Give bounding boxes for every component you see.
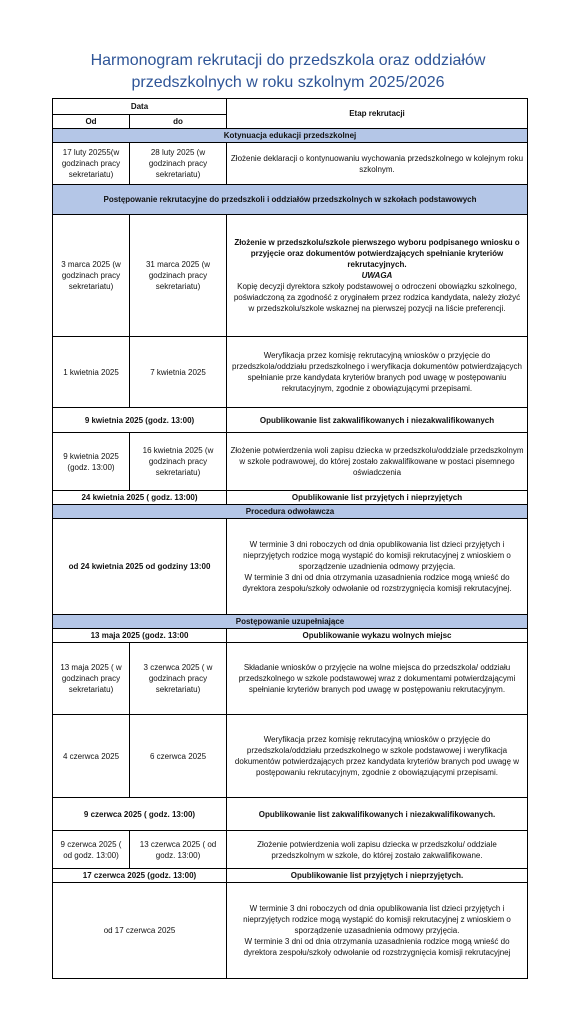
- cell-od: 3 marca 2025 (w godzinach pracy sekretariatu): [53, 215, 130, 337]
- cell-od: 13 maja 2025 ( w godzinach pracy sekretariatu): [53, 643, 130, 715]
- table-row: [53, 215, 528, 337]
- cell-etap: Opublikowanie list zakwalifikowanych i niezakwalifikowanych: [227, 408, 528, 433]
- uwaga-label: UWAGA: [361, 271, 393, 280]
- section-row: [53, 185, 528, 215]
- etap-paragraph-2: W terminie 3 dni od dnia otrzymania uzasadnienia rodzice mogą wnieść do dyrektora zespołu/szkoły odwołanie od rozstrzygnięcia komisji rekrutacyjnej.: [242, 573, 512, 593]
- cell-do: 28 luty 2025 (w godzinach pracy sekretariatu): [130, 143, 227, 185]
- section-row: [53, 129, 528, 143]
- cell-etap: Opublikowanie list przyjętych i nieprzyjętych: [227, 491, 528, 505]
- cell-od: 4 czerwca 2025: [53, 715, 130, 798]
- section-kontynuacja: Kotynuacja edukacji przedszkolnej: [53, 129, 528, 143]
- cell-etap: Opublikowanie list przyjętych i nieprzyjętych.: [227, 869, 528, 883]
- cell-do: 3 czerwca 2025 ( w godzinach pracy sekretariatu): [130, 643, 227, 715]
- header-od: Od: [53, 115, 130, 129]
- cell-etap: [227, 883, 528, 979]
- cell-do: 13 czerwca 2025 ( od godz. 13:00): [130, 831, 227, 869]
- table-row: [53, 715, 528, 798]
- cell-do: 6 czerwca 2025: [130, 715, 227, 798]
- table-row: [53, 629, 528, 643]
- table-row: [53, 831, 528, 869]
- schedule-table: [52, 98, 528, 979]
- table-row: [53, 798, 528, 831]
- table-row: [53, 491, 528, 505]
- cell-etap: Złożenie potwierdzenia woli zapisu dziecka w przedszkolu/oddziale przedszkolnym w szkole podrawowej, do której zostało zakwalifikowane w postaci pisemnego oświadczenia: [227, 433, 528, 491]
- section-row: [53, 615, 528, 629]
- title-line-2: przedszkolnych w roku szkolnym 2025/2026: [131, 74, 445, 91]
- header-etap: Etap rekrutacji: [227, 99, 528, 129]
- section-uzupelniajace: Postępowanie uzupełniające: [53, 615, 528, 629]
- cell-date: od 17 czerwca 2025: [53, 883, 227, 979]
- section-procedura: Procedura odwoławcza: [53, 505, 528, 519]
- title-line-1: Harmonogram rekrutacji do przedszkola oraz oddziałów: [90, 52, 486, 69]
- header-data: Data: [53, 99, 227, 115]
- cell-do: 7 kwietnia 2025: [130, 337, 227, 408]
- cell-od: 9 kwietnia 2025 (godz. 13:00): [53, 433, 130, 491]
- cell-etap: Opublikowanie wykazu wolnych miejsc: [227, 629, 528, 643]
- table-row: [53, 143, 528, 185]
- cell-etap: Złożenie deklaracji o kontynuowaniu wychowania przedszkolnego w kolejnym roku szkolnym.: [227, 143, 528, 185]
- table-row: [53, 408, 528, 433]
- cell-od: 17 luty 20255(w godzinach pracy sekretariatu): [53, 143, 130, 185]
- table-row: [53, 433, 528, 491]
- cell-date: 13 maja 2025 (godz. 13:00: [53, 629, 227, 643]
- table-row: [53, 883, 528, 979]
- cell-etap: Składanie wniosków o przyjęcie na wolne miejsca do przedszkola/ oddziału przedszkolnego w szkole podstawowej wraz z dokumentami potwierdzającymi spełnianie kryteriów branych pod uwagę w postępowaniu rekrutacyjnym.: [227, 643, 528, 715]
- page-title: [0, 50, 576, 94]
- cell-date: od 24 kwietnia 2025 od godziny 13:00: [53, 519, 227, 615]
- cell-date: 9 czerwca 2025 ( godz. 13:00): [53, 798, 227, 831]
- cell-etap: Złożenie potwierdzenia woli zapisu dziecka w przedszkolu/ oddziale przedszkolnym w szkole, do której zostało zakwalifikowane.: [227, 831, 528, 869]
- section-row: [53, 505, 528, 519]
- cell-etap: Weryfikacja przez komisję rekrutacyjną wniosków o przyjęcie do przedszkola/oddziału przedszkolnego w szkole podstawowej i weryfikacja dokumentów potwierdzających przez kandydata kryteriów branych pod uwagę w postępowaniu rekrutacyjnym, zgodnie z obowiązującymi przepisami.: [227, 715, 528, 798]
- section-postepowanie: Postępowanie rekrutacyjne do przedszkoli i oddziałów przedszkolnych w szkołach podstawowych: [53, 185, 528, 215]
- table-row: [53, 869, 528, 883]
- etap-note-text: Kopię decyzji dyrektora szkoły podstawowej o odroczeni obowiązku szkolnego, poświadczoną za zgodność z oryginałem przez rodzica kandydata, należy złożyć w przedszkolu/szkole wskaznej na pierwszej pozycji na liście preferencji.: [233, 282, 521, 313]
- etap-paragraph-1: W terminie 3 dni roboczych od dnia opublikowania list dzieci przyjętych i nieprzyjętych rodzice mogą wystąpić do komisji rekrutacyjnej z wnioskiem o sporządzenie uzasadnienia odmowy przyjęcia.: [243, 904, 511, 935]
- cell-date: 17 czerwca 2025 (godz. 13:00): [53, 869, 227, 883]
- table-row: [53, 337, 528, 408]
- etap-paragraph-1: W terminie 3 dni roboczych od dnia opublikowania list dzieci przyjętych i nieprzyjętych rodzice mogą wystąpić do komisji rekrutacyjnej z wnioskiem o sporządzenie uzadnienia odmowy przyjęcia.: [243, 540, 511, 571]
- cell-od: 1 kwietnia 2025: [53, 337, 130, 408]
- cell-date: 24 kwietnia 2025 ( godz. 13:00): [53, 491, 227, 505]
- cell-date: 9 kwietnia 2025 (godz. 13:00): [53, 408, 227, 433]
- cell-etap: [227, 519, 528, 615]
- cell-od: 9 czerwca 2025 ( od godz. 13:00): [53, 831, 130, 869]
- header-do: do: [130, 115, 227, 129]
- cell-etap: Weryfikacja przez komisję rekrutacyjną wniosków o przyjęcie do przedszkola/oddziału przedszkolnego i weryfikacja dokumentów potwierdzających spełnianie prze kandydata kryteriów branych pod uwagę w postępowaniu rekrutacyjnym, zgodnie z obowiązującymi przepisami.: [227, 337, 528, 408]
- etap-bold-text: Złożenie w przedszkolu/szkole pierwszego wyboru podpisanego wniosku o przyjęcie oraz dokumentów potwierdzających spełnianie kryteriów rekrutacyjnych.: [234, 238, 520, 269]
- cell-etap: [227, 215, 528, 337]
- table-row: [53, 519, 528, 615]
- cell-etap: Opublikowanie list zakwalifikowanych i niezakwalifikowanych.: [227, 798, 528, 831]
- table-row: [53, 643, 528, 715]
- cell-do: 16 kwietnia 2025 (w godzinach pracy sekretariatu): [130, 433, 227, 491]
- header-row: [53, 99, 528, 115]
- etap-paragraph-2: W terminie 3 dni od dnia otrzymania uzasadnienia rodzice mogą wnieść do dyrektora zespołu/szkoły odwołanie od rozstrzygnięcia komisji rekrutacyjnej: [243, 937, 511, 957]
- cell-do: 31 marca 2025 (w godzinach pracy sekretariatu): [130, 215, 227, 337]
